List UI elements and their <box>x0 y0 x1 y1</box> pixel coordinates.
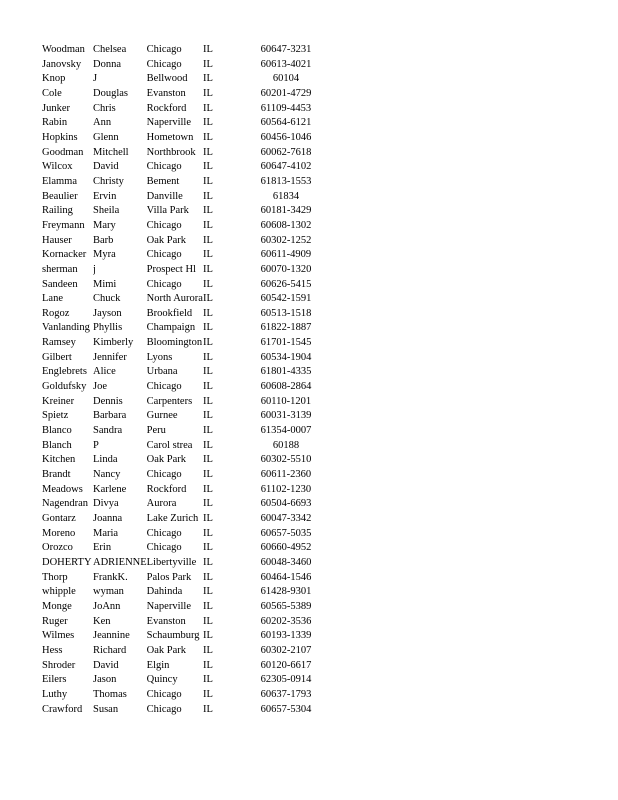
zip-cell: 61354-0007 <box>260 425 312 437</box>
first-name-cell: wyman <box>93 586 124 598</box>
first-name-cell: Joanna <box>93 513 123 524</box>
zip-cell: 60031-3139 <box>260 410 312 422</box>
table-row <box>42 703 347 718</box>
table-row <box>42 453 347 468</box>
zip-cell: 60626-5415 <box>260 278 312 290</box>
table-row <box>42 600 347 615</box>
table-row <box>42 190 347 205</box>
first-name-cell: Mary <box>93 219 116 231</box>
last-name-cell: Beaulier <box>42 190 78 202</box>
last-name-cell: Goldufsky <box>42 381 87 393</box>
state-cell: IL <box>202 571 213 583</box>
table-row <box>42 175 347 190</box>
last-name-cell: Englebrets <box>42 366 87 378</box>
city-cell: Chicago <box>146 44 182 55</box>
city-cell: Hometown <box>146 131 194 143</box>
last-name-cell: Goodman <box>42 146 84 158</box>
state-cell: IL <box>202 483 213 495</box>
city-cell: Chicago <box>146 542 182 554</box>
zip-cell: 61822-1887 <box>260 322 312 334</box>
table-row <box>42 336 347 351</box>
city-cell: Villa Park <box>146 205 189 217</box>
state-cell: IL <box>202 659 213 671</box>
state-cell: IL <box>202 425 213 437</box>
first-name-cell: Sheila <box>93 205 120 217</box>
zip-cell: 61801-4335 <box>260 366 312 378</box>
table-row <box>42 380 347 395</box>
first-name-cell: Douglas <box>93 87 128 99</box>
table-row <box>42 263 347 278</box>
zip-cell: 60070-1320 <box>260 263 312 275</box>
state-cell: IL <box>202 674 213 686</box>
first-name-cell: Ann <box>93 117 112 129</box>
state-cell: IL <box>202 366 213 378</box>
city-cell: Rockford <box>146 483 187 495</box>
last-name-cell: Hess <box>42 644 63 656</box>
state-cell: IL <box>202 190 213 202</box>
first-name-cell: Ervin <box>93 190 117 202</box>
first-name-cell: Sandra <box>93 425 123 437</box>
last-name-cell: Kornacker <box>42 249 87 261</box>
state-cell: IL <box>202 410 213 422</box>
first-name-cell: JoAnn <box>93 600 121 612</box>
zip-cell: 60513-1518 <box>260 307 312 319</box>
zip-cell: 60613-4021 <box>260 58 312 70</box>
last-name-cell: Crawford <box>42 703 83 715</box>
city-cell: Bloomington <box>146 337 203 349</box>
zip-cell: 60637-1793 <box>260 688 312 700</box>
table-row <box>42 673 347 688</box>
first-name-cell: Jeannine <box>93 630 130 642</box>
last-name-cell: Orozco <box>42 542 73 554</box>
table-row <box>42 307 347 322</box>
city-cell: Chicago <box>146 469 182 481</box>
last-name-cell: Shroder <box>42 659 76 671</box>
last-name-cell: Spietz <box>42 410 69 422</box>
state-cell: IL <box>202 439 213 451</box>
first-name-cell: j <box>93 263 96 275</box>
first-name-cell: Dennis <box>93 395 123 407</box>
zip-cell: 61102-1230 <box>260 483 312 495</box>
first-name-cell: Chelsea <box>93 44 127 55</box>
city-cell: Prospect Hl <box>146 263 196 275</box>
state-cell: IL <box>202 381 213 393</box>
first-name-cell: Erin <box>93 542 112 554</box>
first-name-cell: Chuck <box>93 293 121 305</box>
zip-cell: 60611-2360 <box>260 469 312 481</box>
last-name-cell: Freymann <box>42 219 85 231</box>
state-cell: IL <box>202 644 213 656</box>
city-cell: Chicago <box>146 161 182 173</box>
city-cell: Palos Park <box>146 571 192 583</box>
last-name-cell: whipple <box>42 586 76 598</box>
state-cell: IL <box>202 161 213 173</box>
last-name-cell: Moreno <box>42 527 76 539</box>
zip-cell: 60193-1339 <box>260 630 312 642</box>
state-cell: IL <box>202 556 213 568</box>
first-name-cell: Joe <box>93 381 107 393</box>
city-cell: Rockford <box>146 102 187 114</box>
state-cell: IL <box>202 703 213 715</box>
first-name-cell: Mitchell <box>93 146 129 158</box>
last-name-cell: Gontarz <box>42 513 76 524</box>
table-row <box>42 571 347 586</box>
state-cell: IL <box>202 322 213 334</box>
last-name-cell: Thorp <box>42 571 68 583</box>
state-cell: IL <box>202 615 213 627</box>
state-cell: IL <box>202 102 213 114</box>
first-name-cell: Alice <box>93 366 116 378</box>
zip-cell: 62305-0914 <box>260 674 312 686</box>
state-cell: IL <box>202 293 213 305</box>
city-cell: Danville <box>146 190 183 202</box>
city-cell: Carpenters <box>146 395 193 407</box>
table-row <box>42 102 347 117</box>
state-cell: IL <box>202 44 213 55</box>
city-cell: Northbrook <box>146 146 196 158</box>
zip-cell: 60120-6617 <box>260 659 312 671</box>
zip-cell: 60564-6121 <box>260 117 312 129</box>
first-name-cell: Jason <box>93 674 117 686</box>
city-cell: Oak Park <box>146 644 187 656</box>
zip-cell: 60565-5389 <box>260 600 312 612</box>
table-row <box>42 160 347 175</box>
first-name-cell: Kimberly <box>93 337 134 349</box>
table-row <box>42 541 347 556</box>
last-name-cell: Kitchen <box>42 454 76 466</box>
first-name-cell: Donna <box>93 58 121 70</box>
city-cell: Chicago <box>146 219 182 231</box>
table-row <box>42 629 347 644</box>
table-row <box>42 439 347 454</box>
zip-cell: 60201-4729 <box>260 87 312 99</box>
first-name-cell: David <box>93 161 119 173</box>
zip-cell: 60181-3429 <box>260 205 312 217</box>
zip-cell: 60542-1591 <box>260 293 312 305</box>
first-name-cell: Maria <box>93 527 119 539</box>
first-name-cell: J <box>93 73 98 85</box>
state-cell: IL <box>202 219 213 231</box>
last-name-cell: Monge <box>42 600 72 612</box>
first-name-cell: Divya <box>93 498 119 510</box>
zip-cell: 60608-1302 <box>260 219 312 231</box>
table-row <box>42 219 347 234</box>
state-cell: IL <box>202 513 213 524</box>
city-cell: Dahinda <box>146 586 183 598</box>
address-list-table <box>42 43 347 717</box>
first-name-cell: Phyllis <box>93 322 123 334</box>
city-cell: Urbana <box>146 366 178 378</box>
last-name-cell: Meadows <box>42 483 83 495</box>
table-row <box>42 497 347 512</box>
last-name-cell: Elamma <box>42 175 77 187</box>
first-name-cell: Glenn <box>93 131 119 143</box>
zip-cell: 60657-5035 <box>260 527 312 539</box>
zip-cell: 61109-4453 <box>260 102 312 114</box>
last-name-cell: Eilers <box>42 674 67 686</box>
zip-cell: 60048-3460 <box>260 556 312 568</box>
first-name-cell: Linda <box>93 454 118 466</box>
first-name-cell: FrankK. <box>93 571 128 583</box>
state-cell: IL <box>202 278 213 290</box>
first-name-cell: Nancy <box>93 469 121 481</box>
state-cell: IL <box>202 630 213 642</box>
city-cell: Naperville <box>146 600 191 612</box>
state-cell: IL <box>202 586 213 598</box>
city-cell: Peru <box>146 425 166 437</box>
first-name-cell: Mimi <box>93 278 117 290</box>
table-row <box>42 585 347 600</box>
first-name-cell: Chris <box>93 102 116 114</box>
zip-cell: 60188 <box>272 439 300 451</box>
city-cell: Gurnee <box>146 410 178 422</box>
state-cell: IL <box>202 307 213 319</box>
city-cell: Aurora <box>146 498 177 510</box>
first-name-cell: Barb <box>93 234 114 246</box>
table-row <box>42 527 347 542</box>
state-cell: IL <box>202 600 213 612</box>
table-row <box>42 248 347 263</box>
city-cell: Chicago <box>146 249 182 261</box>
zip-cell: 60660-4952 <box>260 542 312 554</box>
city-cell: Chicago <box>146 58 182 70</box>
table-row <box>42 483 347 498</box>
last-name-cell: Rogoz <box>42 307 70 319</box>
first-name-cell: Richard <box>93 644 127 656</box>
city-cell: Naperville <box>146 117 191 129</box>
first-name-cell: Jayson <box>93 307 122 319</box>
city-cell: Chicago <box>146 703 182 715</box>
state-cell: IL <box>202 205 213 217</box>
table-row <box>42 424 347 439</box>
state-cell: IL <box>202 498 213 510</box>
table-row <box>42 72 347 87</box>
zip-cell: 61701-1545 <box>260 337 312 349</box>
city-cell: Brookfield <box>146 307 193 319</box>
table-row <box>42 321 347 336</box>
state-cell: IL <box>202 337 213 349</box>
city-cell: North Aurora <box>146 293 203 305</box>
state-cell: IL <box>202 146 213 158</box>
last-name-cell: Ruger <box>42 615 68 627</box>
first-name-cell: Karlene <box>93 483 127 495</box>
state-cell: IL <box>202 351 213 363</box>
city-cell: Evanston <box>146 615 186 627</box>
last-name-cell: Gilbert <box>42 351 72 363</box>
first-name-cell: David <box>93 659 119 671</box>
last-name-cell: Wilmes <box>42 630 75 642</box>
city-cell: Evanston <box>146 87 186 99</box>
state-cell: IL <box>202 117 213 129</box>
city-cell: Bellwood <box>146 73 188 85</box>
zip-cell: 60202-3536 <box>260 615 312 627</box>
table-row <box>42 87 347 102</box>
zip-cell: 60047-3342 <box>260 513 312 524</box>
zip-cell: 60062-7618 <box>260 146 312 158</box>
zip-cell: 60110-1201 <box>260 395 312 407</box>
first-name-cell: P <box>93 439 99 451</box>
table-row <box>42 204 347 219</box>
state-cell: IL <box>202 175 213 187</box>
zip-cell: 61834 <box>272 190 300 202</box>
city-cell: Chicago <box>146 278 182 290</box>
state-cell: IL <box>202 263 213 275</box>
last-name-cell: Vanlanding <box>42 322 90 334</box>
state-cell: IL <box>202 454 213 466</box>
last-name-cell: Nagendran <box>42 498 89 510</box>
state-cell: IL <box>202 469 213 481</box>
state-cell: IL <box>202 527 213 539</box>
table-row <box>42 292 347 307</box>
state-cell: IL <box>202 131 213 143</box>
first-name-cell: Christy <box>93 175 124 187</box>
state-cell: IL <box>202 688 213 700</box>
last-name-cell: Ramsey <box>42 337 76 349</box>
city-cell: Oak Park <box>146 234 187 246</box>
zip-cell: 60456-1046 <box>260 131 312 143</box>
city-cell: Chicago <box>146 688 182 700</box>
table-row <box>42 659 347 674</box>
table-row <box>42 131 347 146</box>
last-name-cell: Knop <box>42 73 66 85</box>
table-row <box>42 512 347 527</box>
table-row <box>42 644 347 659</box>
zip-cell: 60611-4909 <box>260 249 312 261</box>
last-name-cell: Wilcox <box>42 161 73 173</box>
zip-cell: 60302-1252 <box>260 234 312 246</box>
table-row <box>42 556 347 571</box>
last-name-cell: Lane <box>42 293 63 305</box>
zip-cell: 60104 <box>272 73 300 85</box>
state-cell: IL <box>202 234 213 246</box>
table-row <box>42 146 347 161</box>
table-row <box>42 116 347 131</box>
zip-cell: 61813-1553 <box>260 175 312 187</box>
first-name-cell: Myra <box>93 249 116 261</box>
state-cell: IL <box>202 73 213 85</box>
last-name-cell: Brandt <box>42 469 71 481</box>
last-name-cell: Hauser <box>42 234 72 246</box>
address-list-body <box>42 43 347 717</box>
first-name-cell: Jennifer <box>93 351 127 363</box>
zip-cell: 60647-4102 <box>260 161 312 173</box>
state-cell: IL <box>202 58 213 70</box>
last-name-cell: DOHERTY <box>42 556 92 568</box>
table-row <box>42 688 347 703</box>
last-name-cell: Blanco <box>42 425 72 437</box>
zip-cell: 60504-6693 <box>260 498 312 510</box>
table-row <box>42 278 347 293</box>
table-row <box>42 409 347 424</box>
state-cell: IL <box>202 87 213 99</box>
first-name-cell: ADRIENNE <box>93 556 147 568</box>
table-row <box>42 58 347 73</box>
zip-cell: 60657-5304 <box>260 703 312 715</box>
last-name-cell: Railing <box>42 205 73 217</box>
city-cell: Oak Park <box>146 454 187 466</box>
city-cell: Chicago <box>146 527 182 539</box>
table-row <box>42 395 347 410</box>
city-cell: Schaumburg <box>146 630 200 642</box>
zip-cell: 60302-5510 <box>260 454 312 466</box>
zip-cell: 60534-1904 <box>260 351 312 363</box>
state-cell: IL <box>202 395 213 407</box>
last-name-cell: Sandeen <box>42 278 78 290</box>
table-row <box>42 351 347 366</box>
city-cell: Lake Zurich <box>146 513 199 524</box>
city-cell: Carol strea <box>146 439 193 451</box>
city-cell: Chicago <box>146 381 182 393</box>
city-cell: Libertyville <box>146 556 197 568</box>
last-name-cell: Kreiner <box>42 395 75 407</box>
city-cell: Champaign <box>146 322 196 334</box>
table-row <box>42 43 347 58</box>
table-row <box>42 365 347 380</box>
first-name-cell: Susan <box>93 703 119 715</box>
last-name-cell: Blanch <box>42 439 72 451</box>
last-name-cell: Cole <box>42 87 62 99</box>
first-name-cell: Ken <box>93 615 111 627</box>
table-row <box>42 468 347 483</box>
city-cell: Lyons <box>146 351 173 363</box>
last-name-cell: Junker <box>42 102 70 114</box>
zip-cell: 60464-1546 <box>260 571 312 583</box>
city-cell: Bement <box>146 175 180 187</box>
city-cell: Elgin <box>146 659 170 671</box>
first-name-cell: Thomas <box>93 688 127 700</box>
last-name-cell: Rabin <box>42 117 68 129</box>
last-name-cell: Janovsky <box>42 58 82 70</box>
last-name-cell: Luthy <box>42 688 68 700</box>
last-name-cell: Woodman <box>42 44 85 55</box>
first-name-cell: Barbara <box>93 410 127 422</box>
city-cell: Quincy <box>146 674 178 686</box>
state-cell: IL <box>202 542 213 554</box>
state-cell: IL <box>202 249 213 261</box>
last-name-cell: Hopkins <box>42 131 78 143</box>
table-row <box>42 234 347 249</box>
table-row <box>42 615 347 630</box>
zip-cell: 60608-2864 <box>260 381 312 393</box>
last-name-cell: sherman <box>42 263 78 275</box>
zip-cell: 60647-3231 <box>260 44 312 55</box>
zip-cell: 61428-9301 <box>260 586 312 598</box>
zip-cell: 60302-2107 <box>260 644 312 656</box>
